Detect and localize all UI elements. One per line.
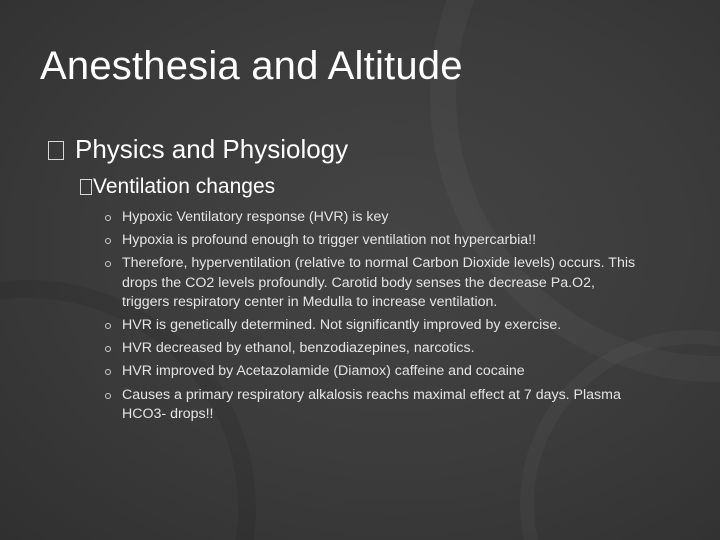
bullet-item <box>104 231 636 251</box>
bullet-list <box>104 208 636 428</box>
bullet-level2-text: Ventilation changes <box>93 175 276 198</box>
bullet-text: HVR decreased by ethanol, benzodiazepines, narcotics. <box>122 340 475 357</box>
bullet-item <box>104 316 636 336</box>
bullet-level1 <box>48 134 348 165</box>
hollow-circle-icon <box>105 261 111 267</box>
hollow-circle-icon <box>105 323 111 329</box>
hollow-circle-icon <box>105 369 111 375</box>
bullet-item <box>104 386 636 425</box>
bullet-text: Hypoxia is profound enough to trigger ventilation not hypercarbia!! <box>122 232 537 249</box>
square-box-icon <box>48 141 64 160</box>
bullet-item <box>104 339 636 359</box>
bullet-item <box>104 362 636 382</box>
bullet-text: Causes a primary respiratory alkalosis reachs maximal effect at 7 days. Plasma HCO3- drops!! <box>122 386 621 423</box>
slide-title: Anesthesia and Altitude <box>40 44 463 88</box>
hollow-circle-icon <box>105 393 111 399</box>
bullet-level2 <box>80 175 275 199</box>
bullet-text: Therefore, hyperventilation (relative to normal Carbon Dioxide levels) occurs. This drops the CO2 levels profoundly. Carotid body senses the decrease Pa.O2, triggers respiratory center in Medulla to increase ventilation. <box>122 255 636 311</box>
bullet-item <box>104 254 636 313</box>
hollow-circle-icon <box>105 215 111 221</box>
bullet-level1-text: Physics and Physiology <box>75 134 349 164</box>
bullet-text: HVR improved by Acetazolamide (Diamox) caffeine and cocaine <box>122 363 525 380</box>
bullet-item <box>104 208 636 228</box>
hollow-circle-icon <box>105 238 111 244</box>
bullet-text: Hypoxic Ventilatory response (HVR) is key <box>122 209 389 225</box>
square-box-icon <box>80 179 92 195</box>
bullet-text: HVR is genetically determined. Not significantly improved by exercise. <box>122 317 562 334</box>
hollow-circle-icon <box>105 346 111 352</box>
